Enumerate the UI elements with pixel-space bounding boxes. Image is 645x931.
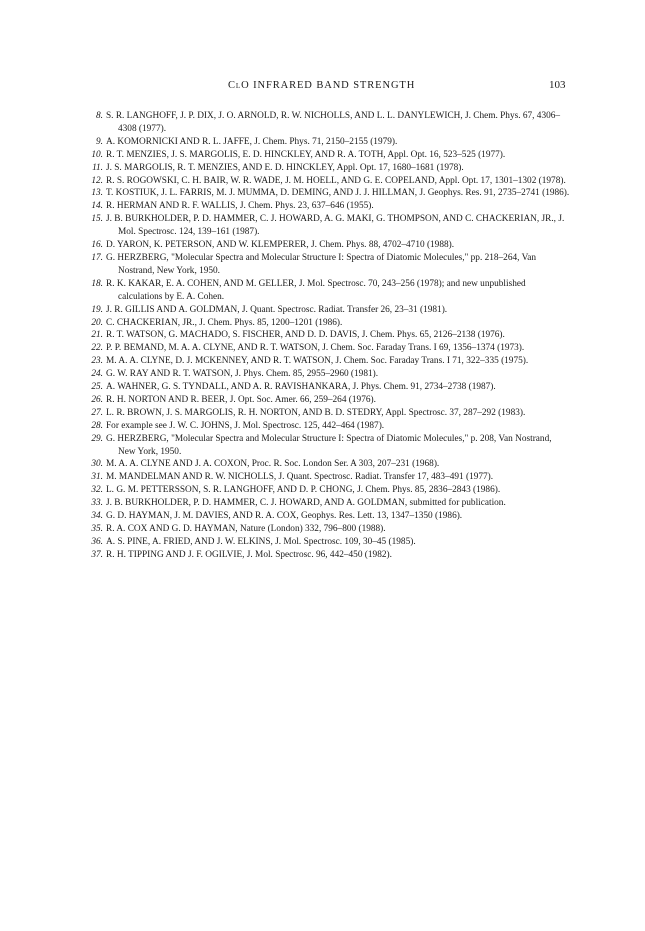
reference-text: T. KOSTIUK, J. L. FARRIS, M. J. MUMMA, D. DEMING, AND J. J. HILLMAN, J. Geophys. Res. 91, 2735–2741 (1986).: [106, 188, 570, 199]
reference-number: 21.: [91, 330, 103, 341]
reference-number: 34.: [91, 511, 103, 522]
reference-item: [88, 355, 570, 368]
reference-text: G. HERZBERG, "Molecular Spectra and Molecular Structure I: Spectra of Diatomic Molecules," pp. 218–264, Van Nostrand, New York, 1950.: [106, 252, 537, 276]
reference-item: [88, 317, 570, 330]
reference-text: A. WAHNER, G. S. TYNDALL, AND A. R. RAVISHANKARA, J. Phys. Chem. 91, 2734–2738 (1987).: [106, 382, 496, 393]
reference-item: [88, 239, 570, 252]
reference-text: P. P. BEMAND, M. A. A. CLYNE, AND R. T. WATSON, J. Chem. Soc. Faraday Trans. I 69, 1356–1374 (1973).: [106, 343, 525, 354]
reference-text: J. B. BURKHOLDER, P. D. HAMMER, C. J. HOWARD, A. G. MAKI, G. THOMPSON, AND C. CHACKERIAN, JR., J. Mol. Spectrosc. 124, 139–161 (1987).: [106, 214, 565, 238]
reference-number: 35.: [91, 524, 103, 534]
reference-item: [88, 471, 570, 484]
reference-number: 32.: [91, 485, 103, 496]
reference-number: 17.: [91, 252, 103, 263]
reference-text: R. T. MENZIES, J. S. MARGOLIS, E. D. HINCKLEY, AND R. A. TOTH, Appl. Opt. 16, 523–525 (1977).: [106, 149, 506, 160]
reference-text: L. R. BROWN, J. S. MARGOLIS, R. H. NORTON, AND B. D. STEDRY, Appl. Spectrosc. 37, 287–292 (1983).: [106, 407, 526, 418]
reference-text: S. R. LANGHOFF, J. P. DIX, J. O. ARNOLD, R. W. NICHOLLS, AND L. L. DANYLEWICH, J. Chem. Phys. 67, 4306–4308 (1977).: [106, 111, 561, 134]
reference-number: 29.: [91, 433, 103, 444]
reference-text: L. G. M. PETTERSSON, S. R. LANGHOFF, AND D. P. CHONG, J. Chem. Phys. 85, 2836–2843 (1986).: [106, 485, 501, 496]
reference-number: 26.: [91, 394, 103, 405]
reference-item: [88, 162, 570, 175]
reference-number: 27.: [91, 407, 103, 418]
reference-item: [88, 458, 570, 471]
reference-number: 18.: [91, 278, 103, 289]
reference-text: R. T. WATSON, G. MACHADO, S. FISCHER, AND D. D. DAVIS, J. Chem. Phys. 65, 2126–2138 (1976).: [106, 330, 505, 341]
reference-item: [88, 381, 570, 394]
reference-number: 14.: [91, 201, 103, 212]
reference-item: [88, 523, 570, 536]
reference-number: 22.: [91, 343, 103, 354]
reference-text: A. KOMORNICKI AND R. L. JAFFE, J. Chem. Phys. 71, 2150–2155 (1979).: [106, 136, 398, 147]
reference-list: [88, 110, 570, 562]
reference-number: 37.: [91, 549, 103, 560]
reference-text: R. H. NORTON AND R. BEER, J. Opt. Soc. Amer. 66, 259–264 (1976).: [106, 394, 376, 405]
reference-number: 19.: [91, 304, 103, 315]
reference-text: J. S. MARGOLIS, R. T. MENZIES, AND E. D. HINCKLEY, Appl. Opt. 17, 1680–1681 (1978).: [106, 162, 464, 173]
reference-text: M. A. A. CLYNE, D. J. MCKENNEY, AND R. T. WATSON, J. Chem. Soc. Faraday Trans. I 71, 322–335 (1975).: [106, 356, 529, 367]
reference-item: [88, 278, 570, 304]
reference-item: [88, 368, 570, 381]
reference-number: 36.: [91, 536, 103, 547]
reference-number: 31.: [91, 472, 103, 483]
reference-number: 25.: [91, 382, 103, 393]
reference-number: 10.: [91, 149, 103, 160]
reference-item: [88, 110, 570, 136]
reference-item: [88, 213, 570, 239]
reference-number: 30.: [91, 459, 103, 470]
running-title: ClO INFRARED BAND STRENGTH: [228, 80, 416, 91]
reference-number: 12.: [91, 175, 103, 186]
reference-item: [88, 342, 570, 355]
reference-text: C. CHACKERIAN, JR., J. Chem. Phys. 85, 1200–1201 (1986).: [106, 317, 343, 328]
reference-text: For example see J. W. C. JOHNS, J. Mol. Spectrosc. 125, 442–464 (1987).: [106, 420, 385, 431]
reference-number: 9.: [96, 136, 103, 147]
reference-text: D. YARON, K. PETERSON, AND W. KLEMPERER, J. Chem. Phys. 88, 4702–4710 (1988).: [106, 240, 455, 251]
reference-number: 24.: [91, 369, 103, 380]
reference-text: M. MANDELMAN AND R. W. NICHOLLS, J. Quant. Spectrosc. Radiat. Transfer 17, 483–491 (1977).: [106, 472, 494, 483]
reference-text: J. R. GILLIS AND A. GOLDMAN, J. Quant. Spectrosc. Radiat. Transfer 26, 23–31 (1981).: [106, 304, 448, 315]
reference-number: 8.: [96, 111, 103, 121]
reference-text: G. D. HAYMAN, J. M. DAVIES, AND R. A. COX, Geophys. Res. Lett. 13, 1347–1350 (1986).: [106, 511, 463, 522]
reference-text: A. S. PINE, A. FRIED, AND J. W. ELKINS, J. Mol. Spectrosc. 109, 30–45 (1985).: [106, 536, 416, 547]
reference-item: [88, 407, 570, 420]
reference-item: [88, 497, 570, 510]
reference-number: 15.: [91, 214, 103, 225]
reference-text: R. S. ROGOWSKI, C. H. BAIR, W. R. WADE, J. M. HOELL, AND G. E. COPELAND, Appl. Opt. 17, 1301–1302 (1978).: [106, 175, 566, 186]
reference-item: [88, 394, 570, 407]
reference-text: R. H. TIPPING AND J. F. OGILVIE, J. Mol. Spectrosc. 96, 442–450 (1982).: [106, 549, 392, 560]
reference-item: [88, 175, 570, 188]
reference-item: [88, 187, 570, 200]
reference-item: [88, 549, 570, 562]
reference-number: 23.: [91, 356, 103, 367]
reference-text: R. HERMAN AND R. F. WALLIS, J. Chem. Phys. 23, 637–646 (1955).: [106, 201, 374, 212]
reference-number: 11.: [92, 162, 103, 173]
reference-item: [88, 200, 570, 213]
reference-item: [88, 510, 570, 523]
reference-text: J. B. BURKHOLDER, P. D. HAMMER, C. J. HOWARD, AND A. GOLDMAN, submitted for publication.: [106, 498, 506, 509]
reference-number: 20.: [91, 317, 103, 328]
reference-text: M. A. A. CLYNE AND J. A. COXON, Proc. R. Soc. London Ser. A 303, 207–231 (1968).: [106, 459, 440, 470]
reference-text: R. A. COX AND G. D. HAYMAN, Nature (London) 332, 796–800 (1988).: [106, 524, 386, 534]
reference-item: [88, 136, 570, 149]
reference-text: R. K. KAKAR, E. A. COHEN, AND M. GELLER, J. Mol. Spectrosc. 70, 243–256 (1978); and new unpublished calculations by E. A. Cohen.: [106, 278, 526, 302]
reference-item: [88, 149, 570, 162]
reference-item: [88, 304, 570, 317]
reference-text: G. W. RAY AND R. T. WATSON, J. Phys. Chem. 85, 2955–2960 (1981).: [106, 369, 379, 380]
page-number: 103: [549, 79, 566, 91]
reference-number: 13.: [91, 188, 103, 199]
reference-item: [88, 484, 570, 497]
reference-item: [88, 433, 570, 459]
reference-text: G. HERZBERG, "Molecular Spectra and Molecular Structure I: Spectra of Diatomic Molecules," p. 208, Van Nostrand, New York, 1950.: [106, 433, 552, 457]
reference-number: 33.: [91, 498, 103, 509]
reference-item: [88, 252, 570, 278]
reference-number: 16.: [91, 240, 103, 251]
reference-number: 28.: [91, 420, 103, 431]
reference-item: [88, 420, 570, 433]
reference-item: [88, 329, 570, 342]
reference-item: [88, 536, 570, 549]
